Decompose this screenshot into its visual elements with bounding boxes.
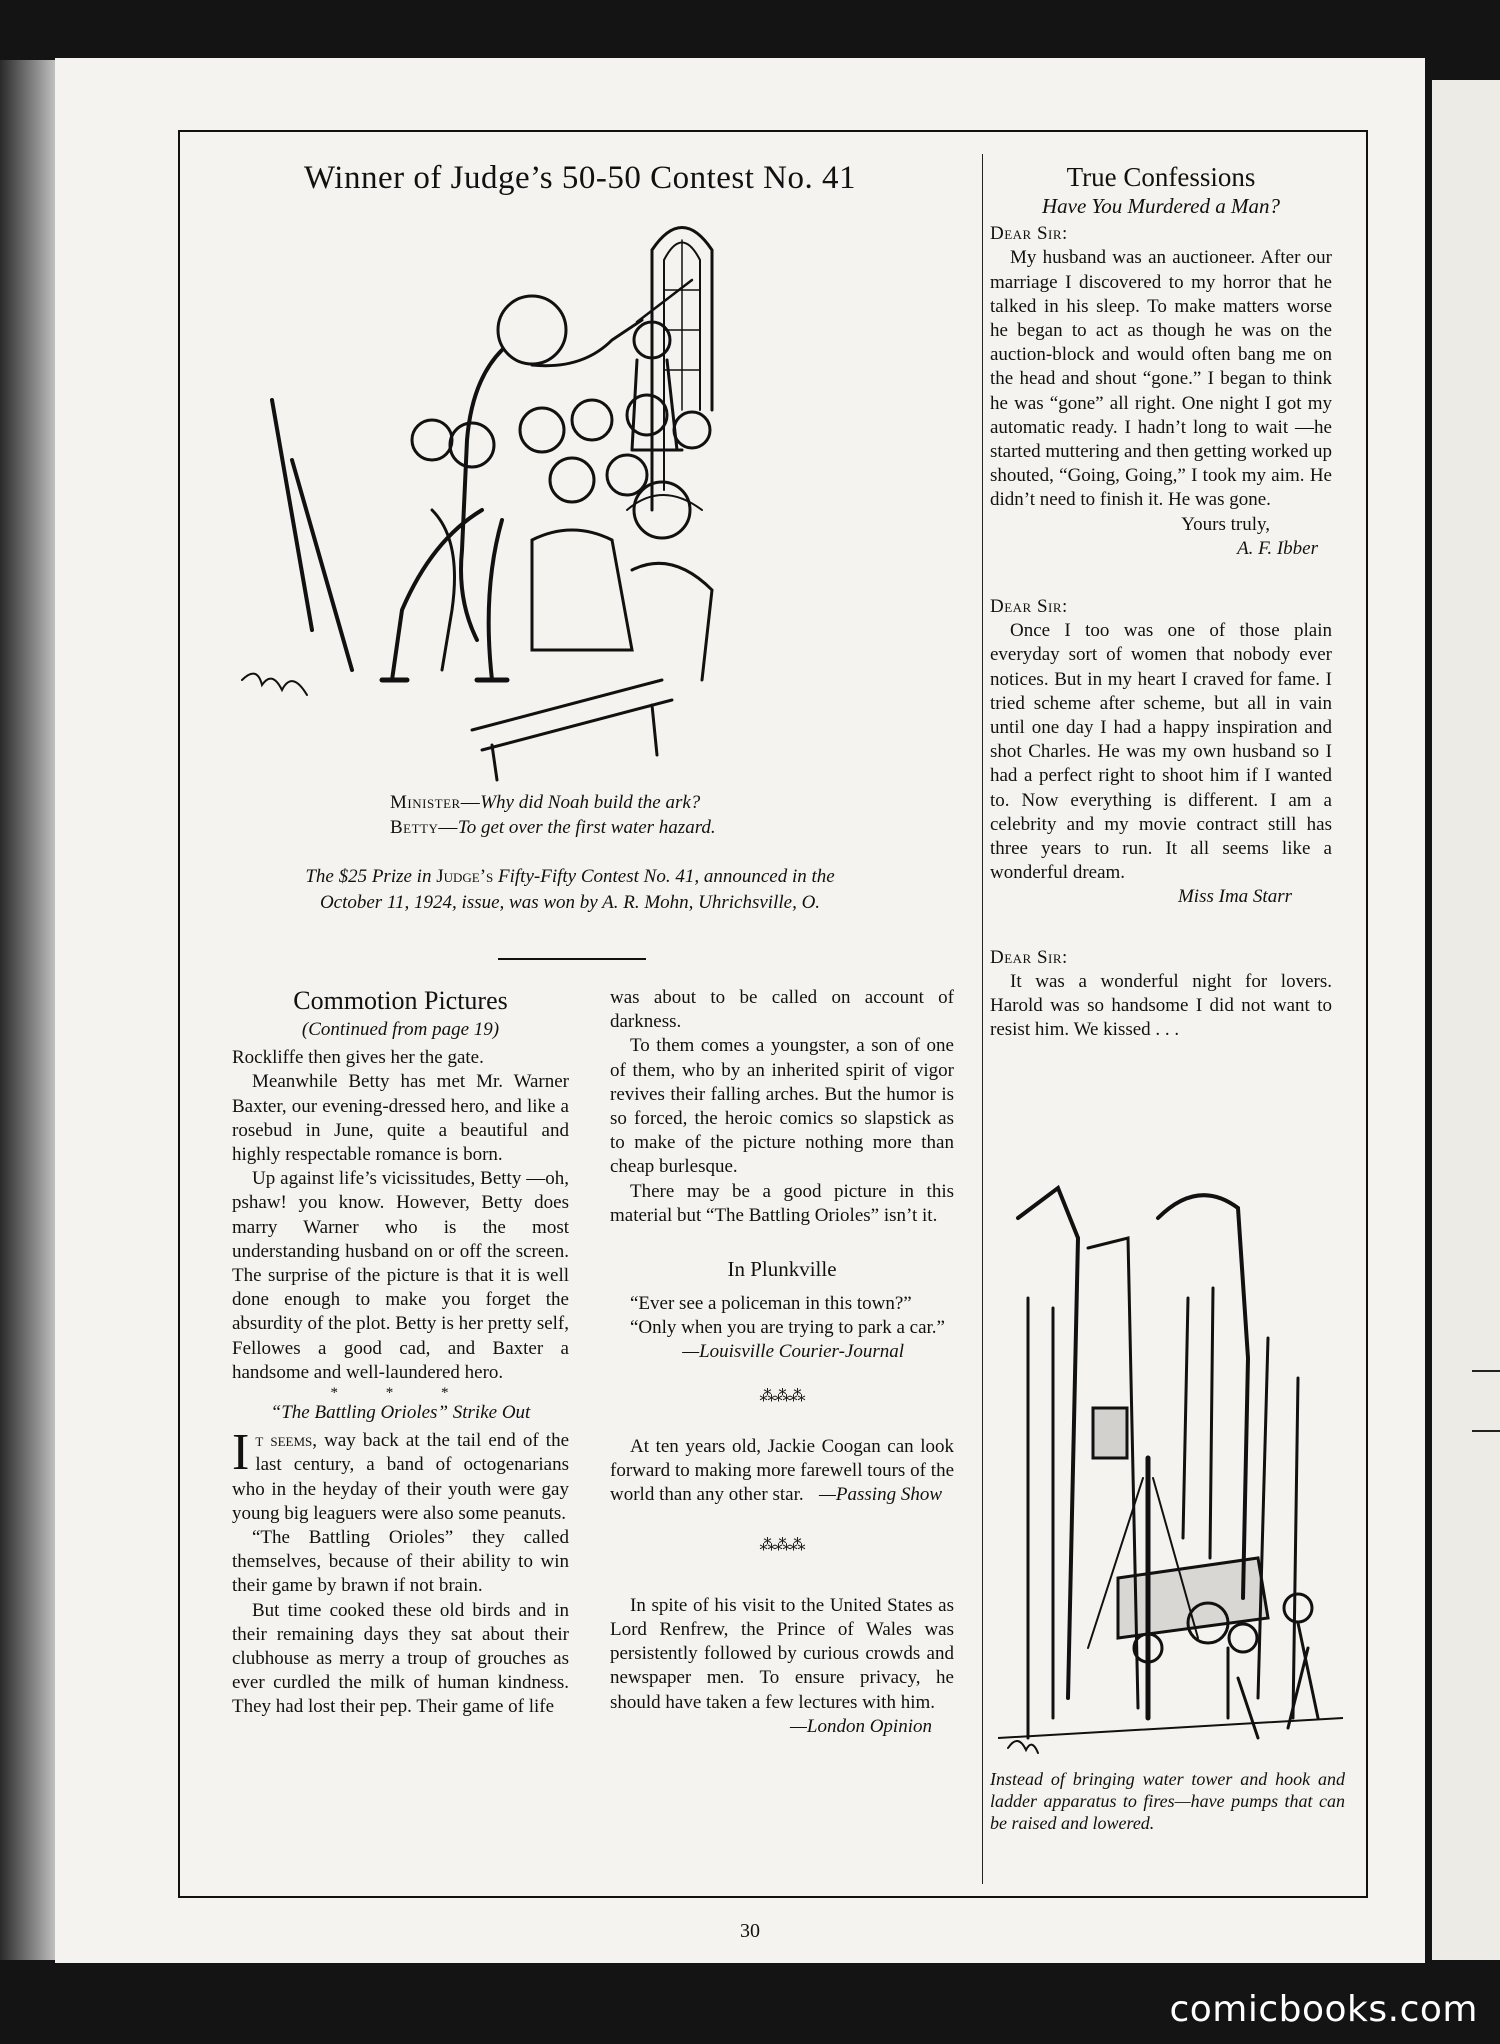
ornament-2: ⁂⁂⁂	[759, 1536, 805, 1554]
orioles-p1-text: way back at the tail end of the last century, a band of octogenarians who in the heyday of their youth were gay young big leaguers were also some peanuts.	[232, 1430, 570, 1524]
caption-line-minister: Why did Noah build the ark?	[480, 792, 701, 813]
plunkville-question: “Ever see a policeman in this town?”	[630, 1293, 912, 1315]
page-number: 30	[740, 1920, 760, 1942]
wales-credit: —London Opinion	[790, 1715, 932, 1737]
fire-pump-caption: Instead of bringing water tower and hook and ladder apparatus to fires—have pumps that can be raised and lowered.	[990, 1769, 1345, 1833]
wales-joke: In spite of his visit to the United States as Lord Renfrew, the Prince of Wales was persistently followed by curious crowds and newspaper men. To ensure privacy, he should have taken a few lectures with him.	[610, 1594, 954, 1713]
sunday-school-cartoon	[232, 210, 752, 785]
commotion-title: Commotion Pictures	[293, 986, 508, 1015]
plunkville-credit: —Louisville Courier-Journal	[682, 1341, 904, 1363]
caption-speaker-minister: Minister—	[390, 792, 481, 813]
drop-cap: I	[232, 1424, 250, 1482]
commotion-p2: Meanwhile Betty has met Mr. Warner Baxter, our evening-dressed hero, and like a rosebud in June, quite a beautiful and highly respectable romance is born.	[232, 1071, 569, 1166]
binding-edge	[0, 60, 60, 1960]
contest-title: Winner of Judge’s 50-50 Contest No. 41	[303, 160, 857, 196]
dear-sir-3: Dear Sir:	[990, 946, 1068, 968]
prize-judges: Judge’s	[436, 866, 494, 887]
plunkville-title: In Plunkville	[727, 1257, 837, 1282]
letter-1: My husband was an auctioneer. After our marriage I discovered to my horror that he talked in his sleep. To make matters worse he began to act as though he was on the auction-block and would often bang me on the head and shout “gone.” I began to think he was “gone” all right. One night I got my automatic ready. I hadn’t long to wait —he started muttering and then getting worked up shouted, “Going, Going,” I took my aim. He didn’t need to finish it. He was gone.	[990, 247, 1332, 511]
fire-pump-illustration	[998, 1178, 1343, 1763]
caption-speaker-betty: Betty—	[390, 817, 458, 838]
dear-sir-1: Dear Sir:	[990, 223, 1068, 245]
middle-column	[610, 986, 954, 1739]
orioles-p1	[232, 1424, 570, 1526]
commotion-pictures-column	[232, 984, 569, 1720]
dear-sir-2: Dear Sir:	[990, 596, 1068, 618]
cartoon-caption	[390, 790, 716, 840]
adjacent-page-edge	[1432, 80, 1500, 1960]
orioles-lead: t seems,	[255, 1430, 318, 1452]
letter-2: Once I too was one of those plain everyday sort of women that nobody ever notices. But in my heart I craved for fame. I tried scheme after scheme, but all in vain until one day I had a happy inspiration and shot Charles. He was my own husband so I had a perfect right to shoot him if I wanted to. Now everything is different. I am a celebrity and my movie contract still has three years to run. It all seems like a wonderful dream.	[990, 620, 1332, 884]
coogan-joke: At ten years old, Jackie Coogan can look forward to making more farewell tours of the world than any other star.	[610, 1435, 954, 1506]
prize-text-b: Fifty-Fifty Contest No. 41, announced in the	[493, 866, 835, 887]
confessions-subtitle: Have You Murdered a Man?	[1042, 194, 1280, 218]
letter-2-signature: Miss Ima Starr	[1177, 886, 1292, 908]
orioles-p6: There may be a good picture in this material but “The Battling Orioles” isn’t it.	[610, 1180, 954, 1226]
commotion-p1: Rockliffe then gives her the gate.	[232, 1047, 484, 1069]
confessions-title: True Confessions	[1066, 162, 1256, 192]
column-rule	[982, 154, 983, 1884]
letter-1-signature: A. F. Ibber	[1237, 537, 1318, 559]
true-confessions-column	[990, 160, 1332, 1043]
prize-announcement	[195, 864, 945, 916]
orioles-p3: But time cooked these old birds and in their remaining days they sat about their clubhouse as merry a troup of grouches as ever curdled the milk of human kindness. They had lost their pep. Their game of life	[232, 1599, 569, 1718]
section-divider	[498, 958, 646, 960]
orioles-p4: was about to be called on account of darkness.	[610, 987, 954, 1033]
prize-text-line2: October 11, 1924, issue, was won by A. R. Mohn, Uhrichsville, O.	[319, 892, 821, 913]
letter-1-closing: Yours truly,	[1181, 513, 1270, 535]
ornament-1: ⁂⁂⁂	[759, 1387, 805, 1405]
commotion-continued: (Continued from page 19)	[301, 1019, 500, 1040]
section-stars: * * *	[330, 1385, 471, 1402]
plunkville-answer: “Only when you are trying to park a car.”	[630, 1317, 945, 1339]
coogan-credit: —Passing Show	[819, 1484, 942, 1506]
letter-3: It was a wonderful night for lovers. Harold was so handsome I did not want to resist him. We kissed . . .	[990, 970, 1332, 1041]
prize-text-a: The $25 Prize in	[305, 866, 437, 887]
caption-line-betty: To get over the first water hazard.	[457, 817, 716, 838]
commotion-p3: Up against life’s vicissitudes, Betty —oh, pshaw! you know. However, Betty does marry Warner who is the most understanding husband on or off the screen. The surprise of the picture is that it is well done enough to make you forget the absurdity of the plot. Betty is her pretty self, Fellowes a good cad, and Baxter a handsome and well-laundered hero.	[232, 1168, 569, 1383]
watermark: comicbooks.com	[1169, 1989, 1478, 2030]
orioles-p5: To them comes a youngster, a son of one of them, who by an inherited spirit of vigor revives their falling arches. But the humor is so forced, the heroic comics so slapstick as to make of the picture nothing more than cheap burlesque.	[610, 1035, 954, 1178]
orioles-p2: “The Battling Orioles” they called themselves, because of their ability to win their game by brawn if not brain.	[232, 1527, 569, 1597]
orioles-subhead: “The Battling Orioles” Strike Out	[270, 1402, 531, 1424]
